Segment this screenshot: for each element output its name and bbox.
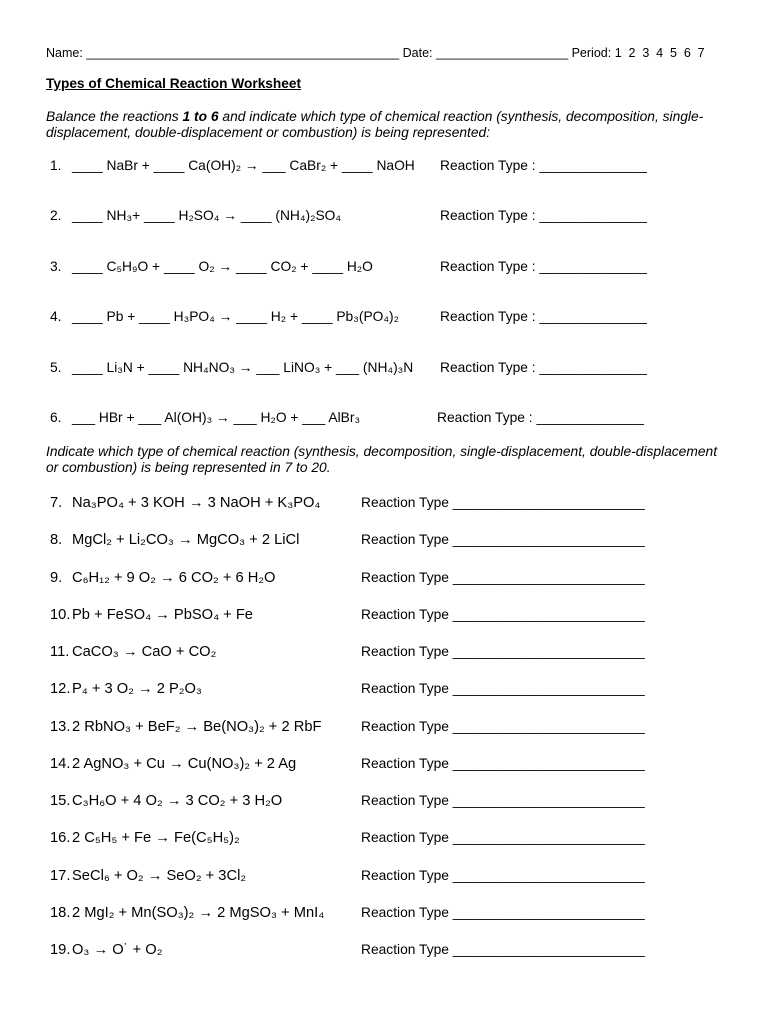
question-row [50,158,647,208]
name-label: Name: [46,46,83,60]
period-option: 5 [670,46,677,60]
period-option: 3 [642,46,650,60]
reaction-type-field [361,718,645,736]
chemical-equation: 2 C₅H₅ + Fe → Fe(C₅H₅)₂ [72,830,240,847]
chemical-equation: C₃H₆O + 4 O₂ → 3 CO₂ + 3 H₂O [72,793,283,809]
reaction-type-field [440,309,647,325]
chemical-equation: 2 AgNO₃ + Cu → Cu(NO₃)₂ + 2 Ag [72,755,297,772]
question-number: 18. [50,904,71,921]
date-label: Date: [402,46,433,60]
question-row [50,755,645,792]
question-number: 11. [50,644,70,660]
question-number: 6. [50,409,62,425]
chemical-equation: ___ HBr + ___ Al(OH)₃ → ___ H₂O + ___ AlBr₃ [72,409,361,425]
question-number: 14. [50,755,71,772]
reaction-type-field [361,755,645,773]
reaction-type-blank: _________________________ [452,718,645,734]
date-blank: ___________________ [436,46,569,60]
reaction-type-label: Reaction Type : [440,359,536,375]
question-row [50,680,645,717]
balance-question-list [50,158,647,460]
reaction-type-label: Reaction Type [361,904,449,920]
reaction-type-label: Reaction Type : [440,309,536,325]
reaction-type-field [440,158,647,174]
chemical-equation: C₆H₁₂ + 9 O₂ → 6 CO₂ + 6 H₂O [72,569,276,586]
chemical-equation: MgCl₂ + Li₂CO₃ → MgCO₃ + 2 LiCl [72,532,300,549]
reaction-type-field [440,360,647,376]
chemical-equation: ____ Pb + ____ H₃PO₄ → ____ H₂ + ____ Pb₃(PO₄)₂ [72,309,399,325]
reaction-type-field [440,259,647,275]
question-number: 19. [50,942,71,958]
reaction-type-blank: _________________________ [452,904,645,920]
reaction-type-blank: _________________________ [452,867,645,883]
period-options [615,46,705,60]
question-number: 2. [50,208,62,224]
question-number: 4. [50,309,62,325]
reaction-type-field [361,606,645,624]
chemical-equation: 2 RbNO₃ + BeF₂ → Be(NO₃)₂ + 2 RbF [72,718,322,735]
question-row [50,904,645,941]
identify-question-list [50,494,645,978]
reaction-type-field [361,569,645,587]
question-row [50,941,645,978]
reaction-type-field [361,680,645,698]
reaction-type-label: Reaction Type [361,606,449,622]
reaction-type-label: Reaction Type [361,793,449,808]
reaction-type-label: Reaction Type [361,830,449,846]
reaction-type-blank: ______________ [539,359,647,375]
reaction-type-label: Reaction Type : [440,208,536,224]
reaction-type-blank: _________________________ [452,532,645,548]
question-number: 1. [50,158,62,173]
reaction-type-label: Reaction Type [361,495,449,510]
reaction-type-blank: _________________________ [452,942,645,957]
reaction-type-field [361,904,645,922]
reaction-type-field [361,867,645,885]
question-number: 13. [50,718,71,735]
question-row [50,494,645,531]
chemical-equation: SeCl₆ + O₂ → SeO₂ + 3Cl₂ [72,867,247,884]
question-number: 17. [50,867,71,884]
question-number: 8. [50,532,63,549]
chemical-equation: Na₃PO₄ + 3 KOH → 3 NaOH + K₃PO₄ [72,495,321,511]
question-number: 7. [50,495,63,511]
worksheet-header [46,45,705,61]
reaction-type-blank: _________________________ [452,793,645,808]
reaction-type-blank: ______________ [539,309,647,325]
question-row [50,829,645,866]
question-row [50,569,645,606]
reaction-type-label: Reaction Type [361,867,449,883]
period-option: 4 [656,46,664,60]
period-label: Period: [571,46,612,60]
reaction-type-field [361,941,645,959]
chemical-equation: ____ C₅H₉O + ____ O₂ → ____ CO₂ + ____ H₂O [72,258,373,274]
question-number: 9. [50,569,63,586]
period-option: 6 [683,46,691,60]
question-row [50,867,645,904]
reaction-type-blank: ______________ [536,409,644,425]
chemical-equation: P₄ + 3 O₂ → 2 P₂O₃ [72,681,202,698]
reaction-type-blank: _________________________ [452,569,645,585]
question-number: 15. [50,793,71,809]
period-option: 1 [614,46,622,60]
reaction-type-label: Reaction Type [361,942,449,957]
reaction-type-field [440,208,647,224]
question-row [50,643,645,680]
reaction-type-label: Reaction Type : [437,409,533,425]
period-option: 2 [628,46,636,60]
question-number: 3. [50,258,62,274]
instructions-text: and indicate which type of chemical reaction (synthesis, decomposition, single-displacement, double-displacement or combustion) is being represented: [46,109,704,140]
reaction-type-label: Reaction Type [361,718,449,734]
reaction-type-label: Reaction Type : [440,258,536,274]
reaction-type-field [361,531,645,549]
period-option: 7 [697,46,705,60]
reaction-type-blank: _________________________ [452,495,645,510]
reaction-type-blank: _________________________ [452,681,645,697]
question-row [50,309,647,359]
instructions-part1 [46,109,726,141]
reaction-type-field [361,643,645,661]
worksheet-title: Types of Chemical Reaction Worksheet [46,76,302,91]
question-number: 16. [50,830,71,847]
instructions-text: Balance the reactions [46,109,183,124]
reaction-type-label: Reaction Type [361,755,449,771]
question-row [50,792,645,829]
chemical-equation: CaCO₃ → CaO + CO₂ [72,644,217,660]
question-row [50,531,645,568]
question-row [50,606,645,643]
reaction-type-field [361,494,645,512]
reaction-type-blank: _________________________ [452,644,645,659]
question-row [50,718,645,755]
question-number: 12. [50,681,71,698]
chemical-equation: 2 MgI₂ + Mn(SO₃)₂ → 2 MgSO₃ + MnI₄ [72,904,325,921]
chemical-equation: ____ Li₃N + ____ NH₄NO₃ → ___ LiNO₃ + ___ (NH₄)₃N [72,359,414,375]
name-blank: _____________________________________________ [86,46,400,60]
reaction-type-blank: ______________ [539,258,647,274]
question-row [50,208,647,258]
reaction-type-field [437,410,644,426]
reaction-type-label: Reaction Type [361,569,449,585]
chemical-equation: ____ NH₃+ ____ H₂SO₄ → ____ (NH₄)₂SO₄ [72,208,342,224]
question-number: 10. [50,606,71,623]
reaction-type-blank: ______________ [539,158,647,173]
question-number: 5. [50,359,62,375]
reaction-type-field [361,829,645,847]
reaction-type-blank: _________________________ [452,830,645,846]
reaction-type-label: Reaction Type [361,532,449,548]
chemical-equation: Pb + FeSO₄ → PbSO₄ + Fe [72,606,253,623]
chemical-equation: ____ NaBr + ____ Ca(OH)₂ → ___ CaBr₂ + ____ NaOH [72,158,415,173]
reaction-type-label: Reaction Type : [440,158,536,173]
reaction-type-blank: _________________________ [452,755,645,771]
reaction-type-label: Reaction Type [361,644,449,659]
instructions-part2: Indicate which type of chemical reaction (synthesis, decomposition, single-displacement, double-displacement or combustion) is being represented in 7 to 20. [46,444,718,475]
question-row [50,360,647,410]
reaction-type-label: Reaction Type [361,681,449,697]
question-row [50,259,647,309]
instructions-emphasis: 1 to 6 [182,109,219,124]
reaction-type-blank: _________________________ [452,606,645,622]
chemical-equation: O₃ → O˙ + O₂ [72,942,163,958]
reaction-type-field [361,792,645,810]
reaction-type-blank: ______________ [539,208,647,224]
